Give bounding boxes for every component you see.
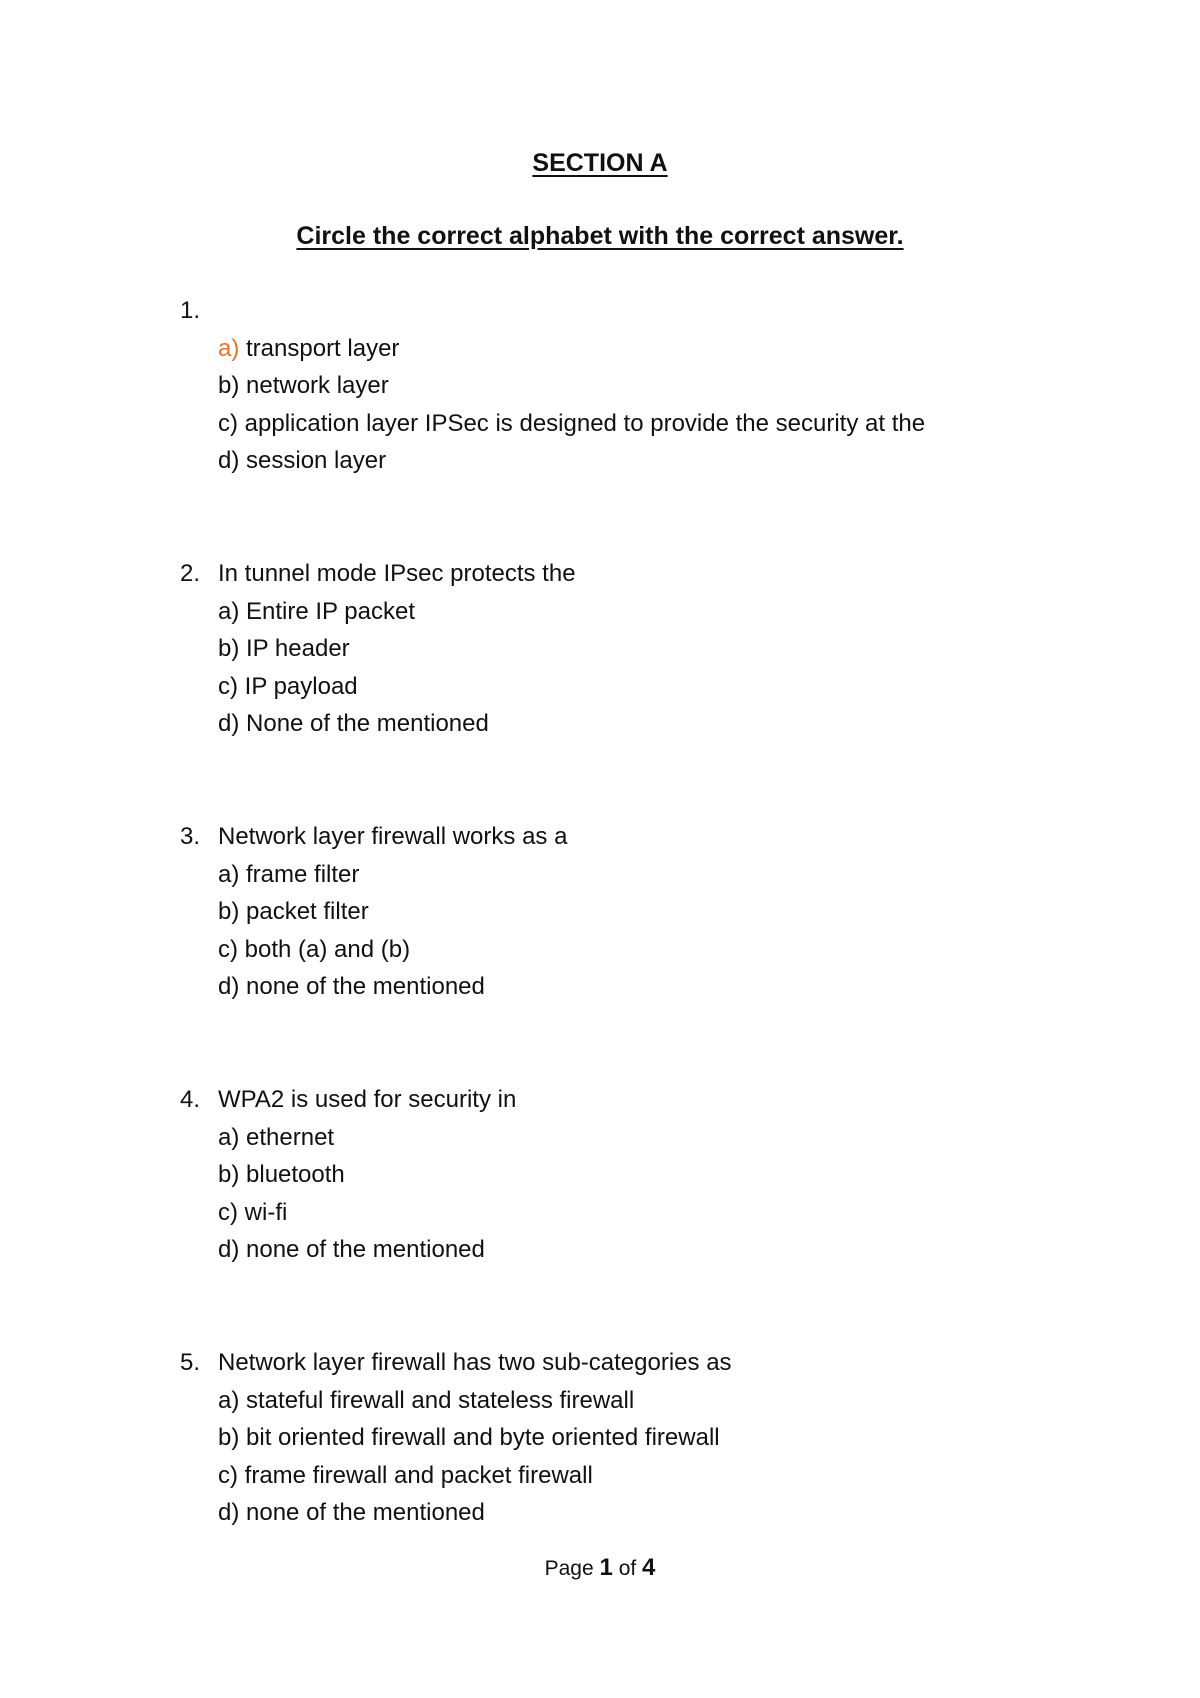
question-number: 1. bbox=[180, 297, 201, 324]
question-4 bbox=[180, 1081, 1080, 1269]
option-text: ethernet bbox=[239, 1123, 335, 1151]
option-letter: b) bbox=[218, 1161, 240, 1188]
option-text: frame firewall and packet firewall bbox=[238, 1461, 593, 1489]
option-letter: b) bbox=[218, 635, 240, 662]
option-d[interactable] bbox=[180, 1231, 1080, 1269]
question-number: 4. bbox=[180, 1086, 201, 1113]
section-title: SECTION A bbox=[532, 149, 668, 177]
option-letter: b) bbox=[218, 1424, 240, 1451]
option-letter: c) bbox=[218, 935, 238, 963]
page-total: 4 bbox=[642, 1554, 656, 1581]
option-text: wi-fi bbox=[238, 1198, 288, 1226]
option-text: None of the mentioned bbox=[239, 710, 489, 737]
page-footer bbox=[0, 1554, 1200, 1583]
option-text: none of the mentioned bbox=[239, 973, 485, 1000]
option-a[interactable] bbox=[180, 856, 1080, 894]
option-a[interactable] bbox=[180, 330, 1080, 368]
option-text: Entire IP packet bbox=[239, 597, 415, 625]
question-number: 5. bbox=[180, 1349, 201, 1376]
option-letter: d) bbox=[218, 973, 240, 1000]
page-label: Page bbox=[544, 1557, 594, 1580]
option-a[interactable] bbox=[180, 593, 1080, 631]
question-number: 3. bbox=[180, 823, 201, 850]
option-text: IP header bbox=[239, 635, 350, 662]
question-3 bbox=[180, 818, 1080, 1006]
question-text: In tunnel mode IPsec protects the bbox=[218, 560, 576, 587]
question-5 bbox=[180, 1344, 1080, 1532]
option-letter: a) bbox=[218, 860, 240, 888]
option-c[interactable] bbox=[180, 931, 1080, 969]
option-letter: a) bbox=[218, 1386, 240, 1414]
option-b[interactable] bbox=[180, 367, 1080, 405]
option-c[interactable] bbox=[180, 405, 1080, 443]
question-text: Network layer firewall has two sub-categories as bbox=[218, 1349, 732, 1376]
option-c[interactable] bbox=[180, 1457, 1080, 1495]
option-letter: b) bbox=[218, 898, 240, 925]
option-d[interactable] bbox=[180, 1494, 1080, 1532]
question-2 bbox=[180, 555, 1080, 743]
option-text: none of the mentioned bbox=[239, 1236, 485, 1263]
option-d[interactable] bbox=[180, 705, 1080, 743]
option-letter: d) bbox=[218, 710, 240, 737]
option-text: bit oriented firewall and byte oriented firewall bbox=[239, 1424, 720, 1451]
option-letter: a) bbox=[218, 334, 240, 362]
option-b[interactable] bbox=[180, 893, 1080, 931]
option-text: frame filter bbox=[239, 860, 360, 888]
instruction-text: Circle the correct alphabet with the correct answer. bbox=[296, 222, 904, 250]
option-letter: c) bbox=[218, 672, 238, 700]
option-b[interactable] bbox=[180, 1156, 1080, 1194]
option-c[interactable] bbox=[180, 1194, 1080, 1232]
option-b[interactable] bbox=[180, 1419, 1080, 1457]
option-letter: b) bbox=[218, 372, 240, 399]
question-text: WPA2 is used for security in bbox=[218, 1086, 517, 1113]
option-letter: c) bbox=[218, 1461, 238, 1489]
option-text: stateful firewall and stateless firewall bbox=[239, 1386, 635, 1414]
option-text: packet filter bbox=[239, 898, 369, 925]
option-letter: c) bbox=[218, 409, 238, 437]
of-label: of bbox=[618, 1557, 637, 1580]
option-d[interactable] bbox=[180, 968, 1080, 1006]
option-text: bluetooth bbox=[239, 1161, 345, 1188]
option-text: none of the mentioned bbox=[239, 1499, 485, 1526]
option-text: transport layer bbox=[239, 334, 400, 362]
option-text: IP payload bbox=[238, 672, 358, 700]
option-text: application layer IPSec is designed to provide the security at the bbox=[238, 409, 926, 437]
option-text: network layer bbox=[239, 372, 389, 399]
option-letter: c) bbox=[218, 1198, 238, 1226]
option-b[interactable] bbox=[180, 630, 1080, 668]
option-a[interactable] bbox=[180, 1119, 1080, 1157]
option-letter: d) bbox=[218, 447, 240, 474]
option-letter: d) bbox=[218, 1236, 240, 1263]
question-text: Network layer firewall works as a bbox=[218, 823, 568, 850]
question-text bbox=[218, 292, 1080, 330]
option-text: both (a) and (b) bbox=[238, 935, 411, 963]
question-1 bbox=[180, 292, 1080, 480]
option-a[interactable] bbox=[180, 1382, 1080, 1420]
option-text: session layer bbox=[239, 447, 387, 474]
option-letter: a) bbox=[218, 597, 240, 625]
option-letter: a) bbox=[218, 1123, 240, 1151]
page-current: 1 bbox=[599, 1554, 613, 1581]
option-d[interactable] bbox=[180, 442, 1080, 480]
option-letter: d) bbox=[218, 1499, 240, 1526]
question-number: 2. bbox=[180, 560, 201, 587]
option-c[interactable] bbox=[180, 668, 1080, 706]
